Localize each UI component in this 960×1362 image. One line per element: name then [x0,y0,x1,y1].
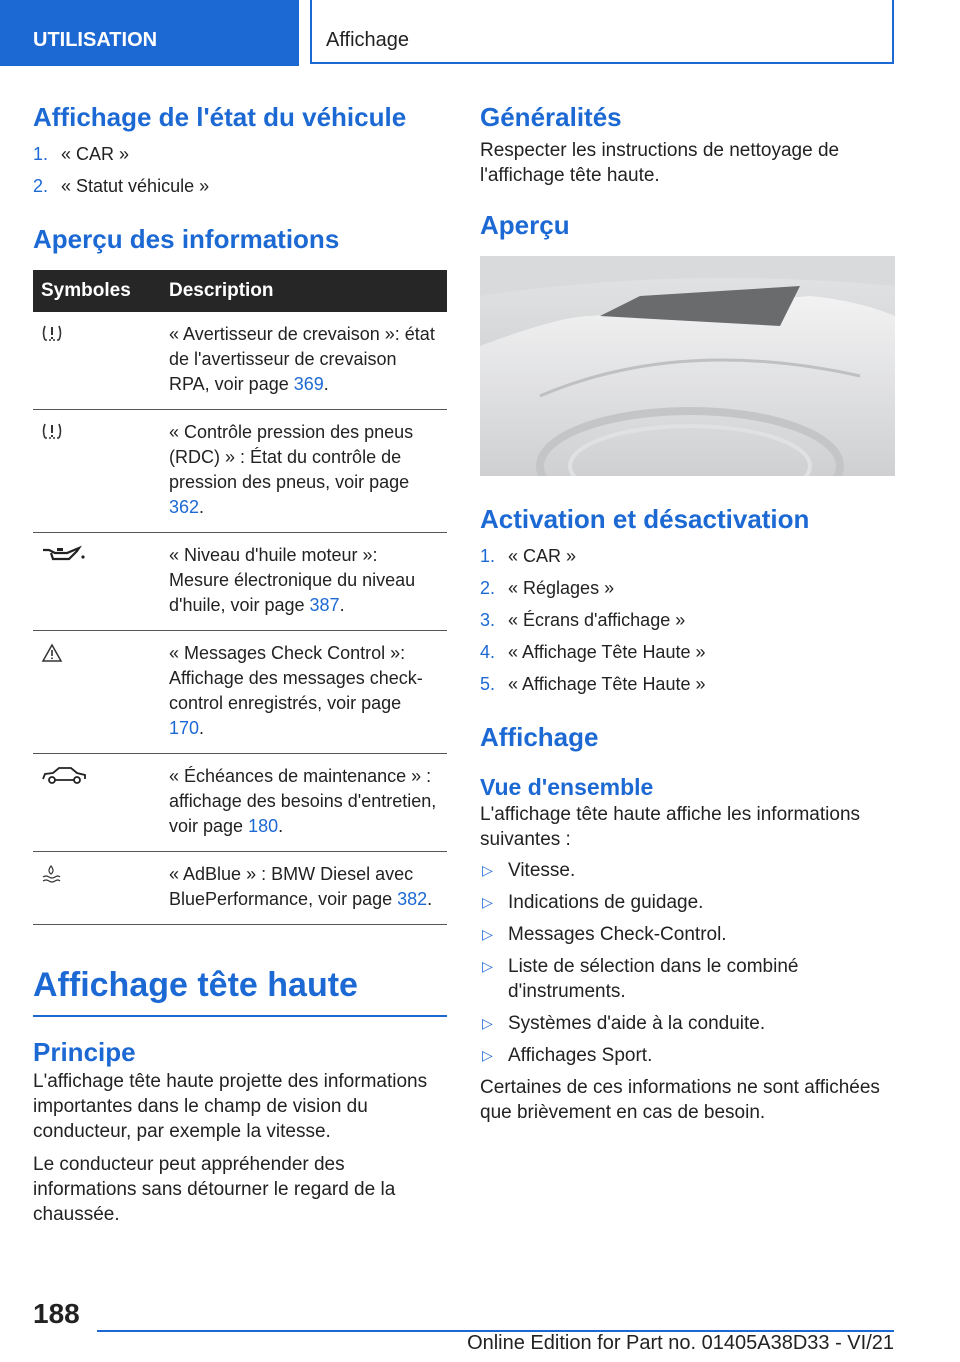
general-text: Respecter les instructions de nettoyage de l'affichage tête haute. [480,140,840,186]
chapter-tab [310,0,894,64]
bullet-triangle-icon: ▷ [482,926,493,942]
step-text: « CAR » [508,546,577,566]
row-description: « Contrôle pression des pneus (RDC) » : État du contrôle de pression des pneus, voir page 362. [161,410,447,533]
table-row [33,754,447,852]
page-link[interactable]: 387 [309,595,340,615]
warning-triangle-icon [33,631,161,754]
page-link[interactable]: 369 [293,374,324,394]
row-description: « Échéances de maintenance » : affichage des besoins d'entretien, voir page 180. [161,754,447,852]
page-link[interactable]: 180 [248,816,279,836]
list-item [480,922,895,947]
affichage-intro: L'affichage tête haute affiche les informations suivantes : [480,804,861,850]
adblue-icon [33,852,161,925]
step-number: 1. [33,144,49,164]
bullet-triangle-icon: ▷ [482,862,493,878]
oil-can-icon [33,533,161,631]
list-item [480,1043,895,1068]
table-row [33,852,447,925]
activation-steps [480,540,895,700]
bullet-triangle-icon: ▷ [482,1047,493,1063]
activation-title: Activation et désactivation [480,504,810,534]
description-text: « Échéances de maintenance » : affichage des besoins d'entretien, voir page [169,766,437,836]
section-tab [0,0,299,66]
row-description: « Avertisseur de crevaison »: état de l'avertisseur de crevaison RPA, voir page 369. [161,312,447,410]
page-link[interactable]: 170 [169,718,200,738]
hud-info-list [480,858,895,1068]
row-description: « Niveau d'huile moteur »: Mesure électronique du niveau d'huile, voir page 387. [161,533,447,631]
bullet-text: Messages Check-Control. [508,924,727,945]
chapter-label: Affichage [326,29,410,51]
page-link[interactable]: 362 [169,497,200,517]
list-item [33,138,447,170]
list-item [480,540,895,572]
bullet-text: Liste de sélection dans le combiné d'instruments. [508,956,799,1002]
vehicle-state-title: Affichage de l'état du véhicule [33,102,407,132]
step-text: « Affichage Tête Haute » [508,642,706,662]
edition-text: Online Edition for Part no. 01405A38D33 - VI/21 [467,1332,894,1354]
bullet-triangle-icon: ▷ [482,1015,493,1031]
step-text: « Écrans d'affichage » [508,610,686,630]
general-title: Généralités [480,102,622,132]
column-header-symbols: Symboles [33,270,161,312]
overview-subtitle: Vue d'ensemble [480,774,654,800]
overview-info-title: Aperçu des informations [33,224,340,254]
car-service-icon [33,754,161,852]
affichage-closing: Certaines de ces informations ne sont affichées que brièvement en cas de besoin. [480,1077,880,1123]
list-item [480,890,895,915]
vehicle-state-steps [33,138,447,202]
list-item [480,954,895,1004]
tire-pressure-warning-icon [33,410,161,533]
bullet-triangle-icon: ▷ [482,894,493,910]
list-item [33,170,447,202]
head-up-display-photo [480,256,895,476]
step-number: 5. [480,674,496,694]
step-text: « Affichage Tête Haute » [508,674,706,694]
step-text: « Réglages » [508,578,615,598]
row-description: « AdBlue » : BMW Diesel avec BluePerformance, voir page 382. [161,852,447,925]
list-item [480,572,895,604]
page-link[interactable]: 382 [397,889,428,909]
description-text: « Niveau d'huile moteur »: Mesure électronique du niveau d'huile, voir page [169,545,416,615]
step-number: 2. [480,578,496,598]
table-row [33,631,447,754]
list-item [480,668,895,700]
step-number: 3. [480,610,496,630]
description-text: « AdBlue » : BMW Diesel avec BluePerformance, voir page [169,864,414,909]
principle-title: Principe [33,1037,136,1067]
affichage-title: Affichage [480,722,599,752]
list-item [480,1011,895,1036]
bullet-text: Indications de guidage. [508,892,704,913]
left-column [33,100,447,1227]
bullet-text: Vitesse. [508,860,576,881]
step-text: « CAR » [61,144,130,164]
bullet-text: Affichages Sport. [508,1045,653,1066]
step-number: 1. [480,546,496,566]
bullet-text: Systèmes d'aide à la conduite. [508,1013,766,1034]
step-number: 4. [480,642,496,662]
table-row [33,312,447,410]
bullet-triangle-icon: ▷ [482,958,493,974]
list-item [480,604,895,636]
table-row [33,410,447,533]
column-header-description: Description [161,270,447,312]
section-label: UTILISATION [33,29,158,51]
apercu-title: Aperçu [480,210,570,240]
description-text: « Contrôle pression des pneus (RDC) » : État du contrôle de pression des pneus, voir page [169,422,414,492]
step-text: « Statut véhicule » [61,176,210,196]
page-number: 188 [33,1298,80,1329]
principle-paragraph-2: Le conducteur peut appréhender des informations sans détourner le regard de la chaussée. [33,1154,396,1225]
right-column [480,100,895,1125]
symbols-table [33,270,447,925]
row-description: « Messages Check Control »: Affichage des messages check-control enregistrés, voir page 170. [161,631,447,754]
list-item [480,858,895,883]
step-number: 2. [33,176,49,196]
tire-pressure-warning-icon [33,312,161,410]
description-text: « Messages Check Control »: Affichage des messages check-control enregistrés, voir page [169,643,423,713]
description-text: « Avertisseur de crevaison »: état de l'avertisseur de crevaison RPA, voir page [169,324,435,394]
hud-title: Affichage tête haute [33,963,447,1017]
principle-paragraph-1: L'affichage tête haute projette des informations importantes dans le champ de vision du conducteur, par exemple la vitesse. [33,1071,428,1142]
list-item [480,636,895,668]
table-row [33,533,447,631]
